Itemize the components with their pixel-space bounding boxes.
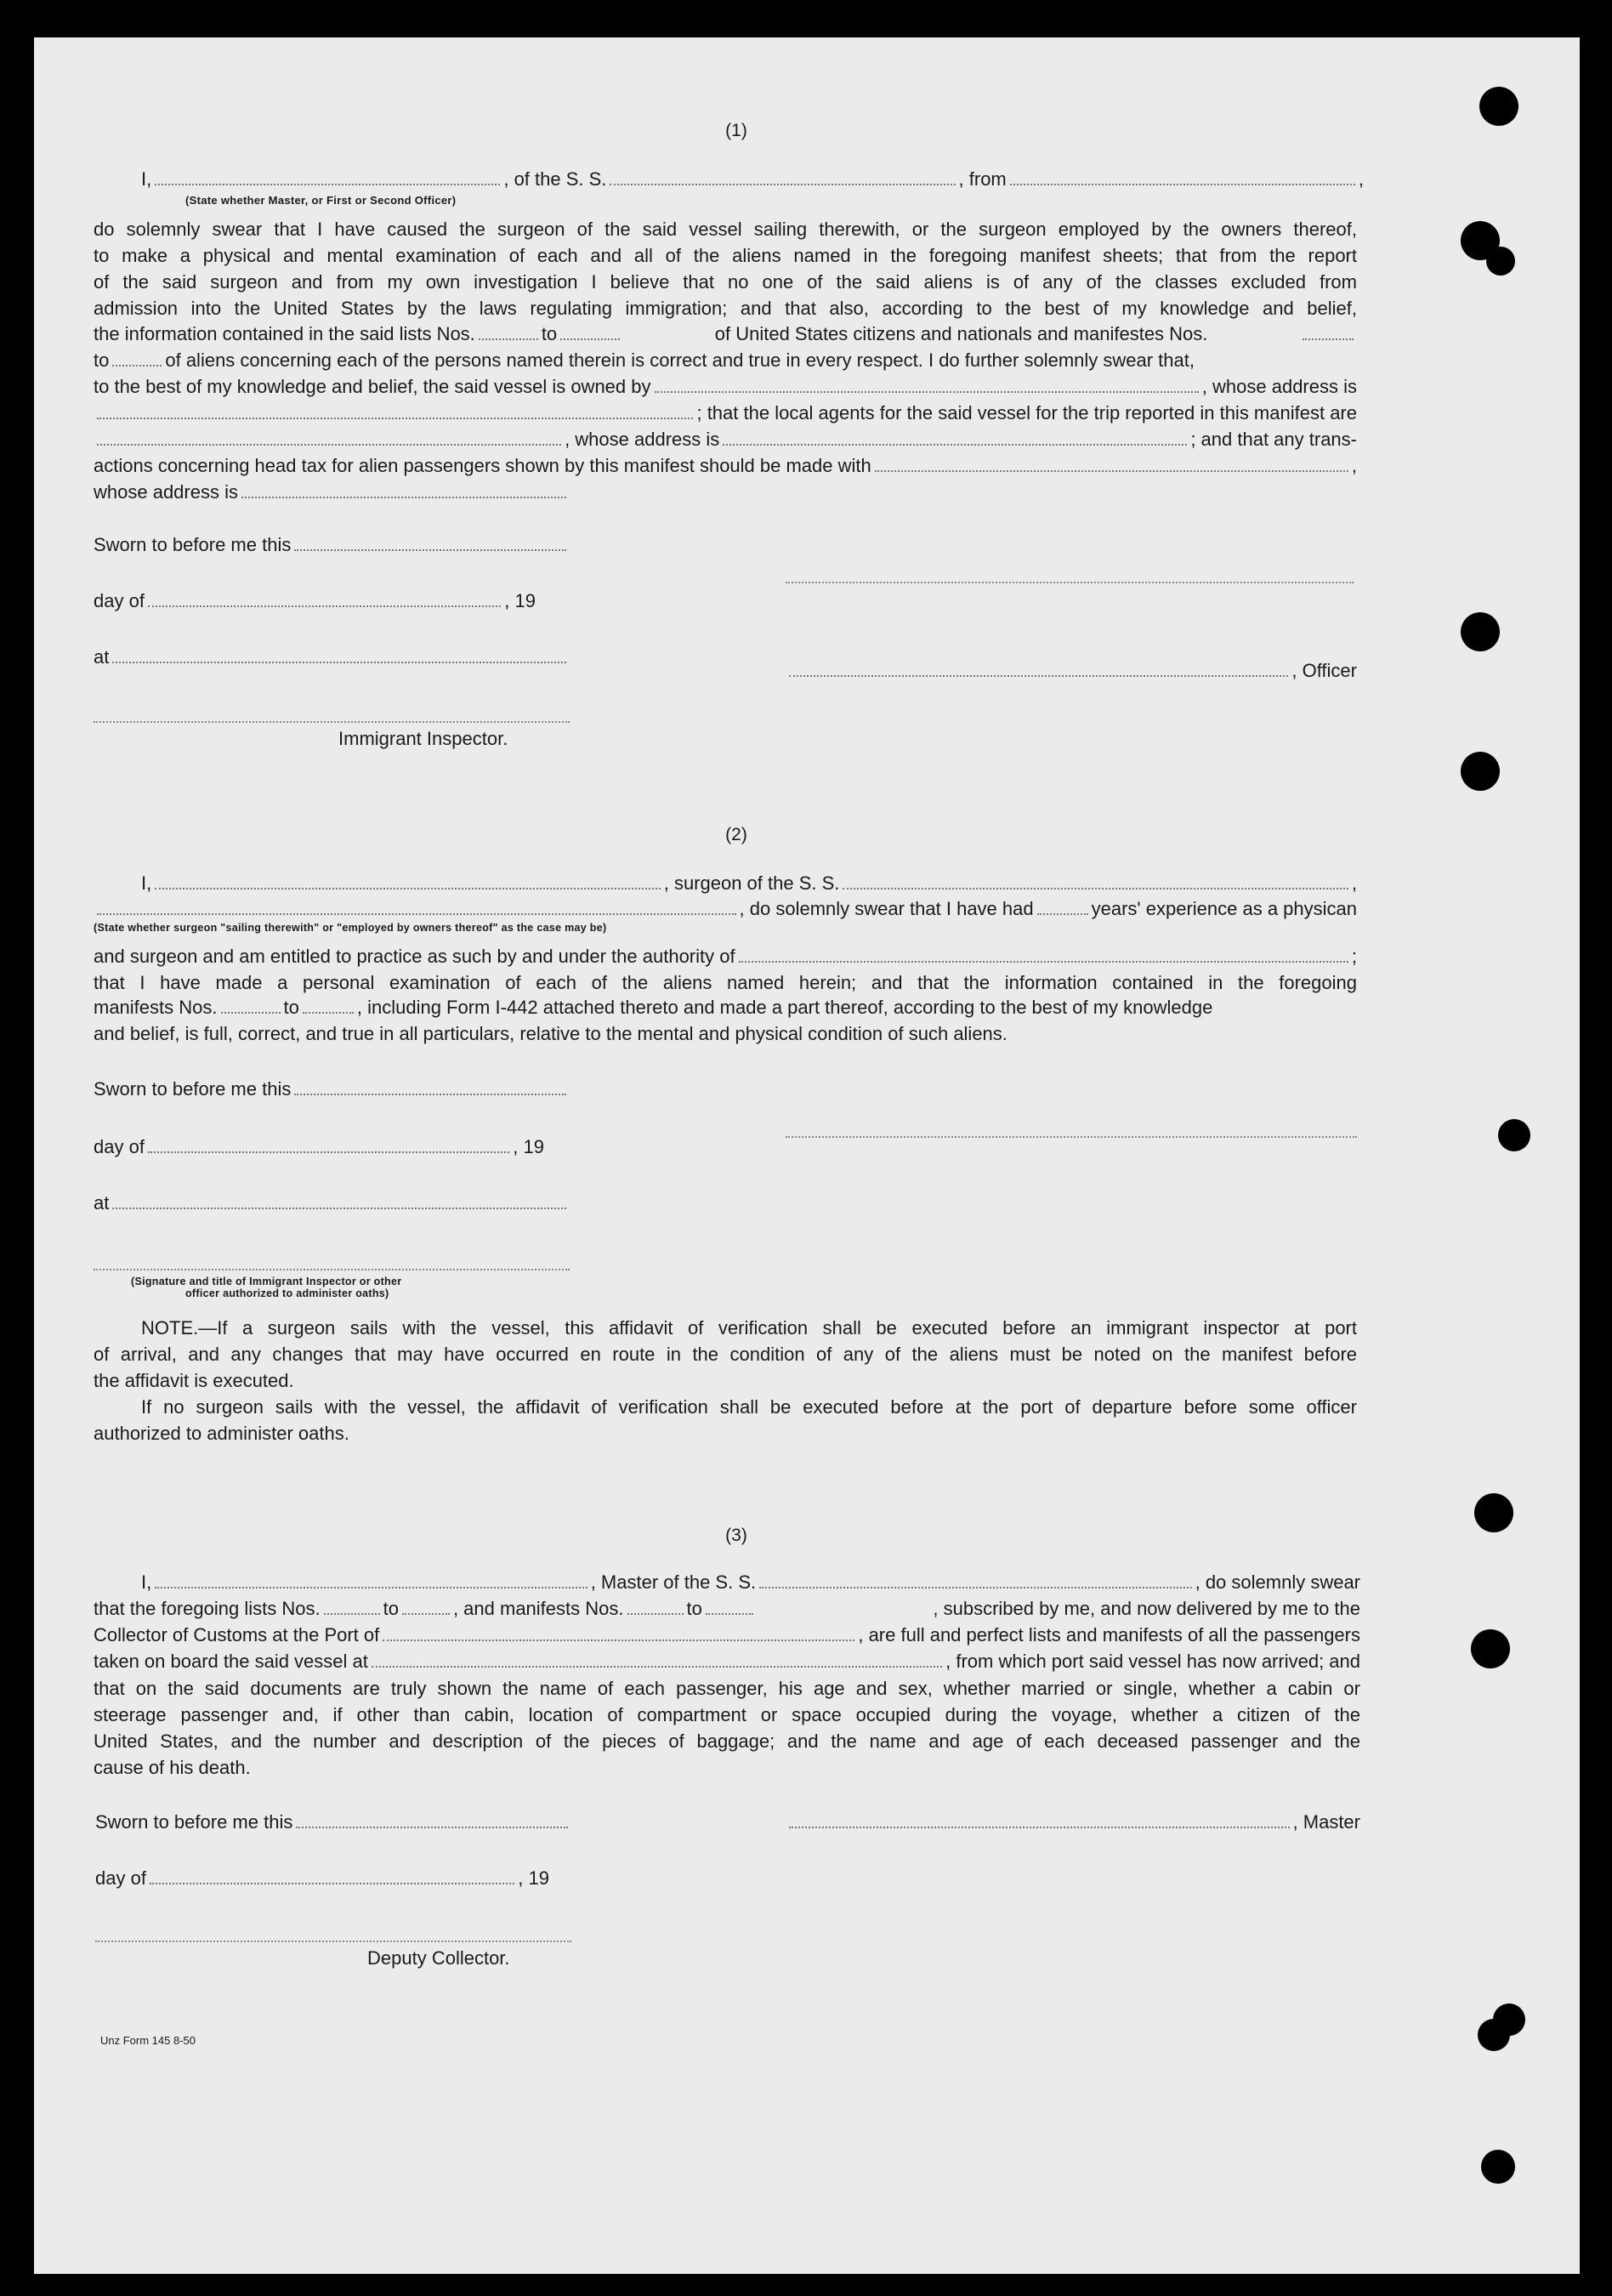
s1-paragraph (94, 216, 1357, 321)
s2-at-field[interactable] (112, 1208, 566, 1209)
punch-hole (1461, 612, 1500, 651)
s3-lists-from-field[interactable] (324, 1613, 380, 1615)
s1-line-master: I, , of the S. S. , from , (141, 167, 1364, 192)
s2-note (94, 1315, 1357, 1446)
s1-line-address: whose address is (94, 480, 570, 505)
s3-manifests-to-field[interactable] (706, 1613, 753, 1615)
s1-manifests-from-field[interactable] (1303, 338, 1354, 340)
s1-para-line: do solemnly swear that I have caused the surgeon of the said vessel sailing therewith, or the surgeon employed by the owners thereof, (94, 219, 1357, 240)
s2-day-field[interactable] (148, 1151, 509, 1153)
s1-officer-field[interactable] (155, 184, 500, 185)
s2-exam-line: that I have made a personal examination of each of the aliens named herein; and that the information contained in the foregoing (94, 972, 1357, 993)
form-page (34, 37, 1580, 2274)
s3-manifests-from-field[interactable] (627, 1613, 684, 1615)
punch-hole (1474, 1493, 1513, 1532)
section-3-heading: (3) (725, 1526, 747, 1545)
punch-hole (1486, 247, 1515, 276)
s3-line-board: taken on board the said vessel at , from which port said vessel has now arrived; and (94, 1651, 1360, 1672)
punch-hole (1481, 2150, 1515, 2184)
note2-line: authorized to administer oaths. (94, 1423, 349, 1444)
s3-day-line: day of , 19 (95, 1867, 549, 1889)
s2-line-swear: , do solemnly swear that I have had years' experience as a physican (94, 896, 1357, 922)
s3-body-line: steerage passenger and, if other than cabin, location of compartment or space occupied during the voyage, whether a citizen of the (94, 1704, 1360, 1725)
s1-day-line: day of , 19 (94, 590, 536, 611)
s2-capacity-field[interactable] (97, 913, 736, 915)
s1-signature-line[interactable] (786, 582, 1354, 583)
section-2-heading: (2) (725, 825, 747, 844)
s2-years-field[interactable] (1037, 913, 1088, 915)
s1-lists-to-field[interactable] (560, 338, 620, 340)
note2-line: If no surgeon sails with the vessel, the affidavit of verification shall be executed before at the port of departure before some officer (141, 1396, 1357, 1418)
s3-master-sign-field[interactable] (789, 1827, 1290, 1828)
s3-master-line: , Master (786, 1810, 1360, 1835)
s3-sworn-line: Sworn to before me this (95, 1810, 571, 1835)
s1-para-line: of the said surgeon and from my own investigation I believe that no one of the said aliens is of any of the classes excluded from (94, 271, 1357, 293)
s1-line-whose: , whose address is ; and that any trans- (94, 427, 1357, 452)
s3-deputy-sign-line[interactable] (95, 1941, 571, 1942)
s1-officer-caption: (State whether Master, or First or Second Officer) (185, 194, 457, 207)
s2-name-field[interactable] (155, 888, 660, 889)
s3-board-port-field[interactable] (372, 1666, 942, 1668)
s1-day-field[interactable] (148, 605, 501, 607)
punch-hole (1479, 87, 1518, 126)
s3-body-line: cause of his death. (94, 1757, 251, 1778)
form-number: Unz Form 145 8-50 (100, 2034, 196, 2047)
s1-inspector-label: Immigrant Inspector. (338, 728, 508, 749)
s1-inspector-sign-line[interactable] (94, 721, 570, 723)
s1-headtax-address-field[interactable] (241, 497, 566, 498)
s3-body (94, 1675, 1360, 1781)
s3-deputy-label: Deputy Collector. (367, 1947, 510, 1969)
s3-port-field[interactable] (383, 1640, 854, 1641)
section-1-heading: (1) (725, 121, 747, 140)
s2-signature-line[interactable] (786, 1136, 1357, 1138)
s1-of-ss-label: , of the S. S. (503, 168, 607, 190)
punch-hole (1471, 1629, 1510, 1668)
s1-sworn-field[interactable] (294, 549, 566, 551)
note-line: of arrival, and any changes that may have occurred en route in the condition of any of the aliens must be noted on the manifest before (94, 1344, 1357, 1365)
s3-body-line: United States, and the number and description of the pieces of baggage; and the name and age of each deceased passenger and the (94, 1731, 1360, 1752)
s1-agents-address-field[interactable] (723, 444, 1187, 446)
s1-lists-from-field[interactable] (479, 338, 538, 340)
s2-sig-caption-2: officer authorized to administer oaths) (185, 1287, 389, 1299)
s1-manifests-to-field[interactable] (112, 365, 162, 367)
s1-line-to: to of aliens concerning each of the persons named therein is correct and true in every respect. I do further solemnly swear that, (94, 350, 1195, 371)
s3-line-master: I, , Master of the S. S. , do solemnly swear (141, 1571, 1361, 1593)
s2-line-manifests: manifests Nos. to , including Form I-442 attached thereto and made a part thereof, according to the best of my knowledge (94, 997, 1213, 1018)
s2-vessel-field[interactable] (843, 888, 1348, 889)
s3-sworn-field[interactable] (296, 1827, 568, 1828)
s1-agents-field[interactable] (97, 444, 561, 446)
punch-hole (1498, 1119, 1530, 1151)
s2-sworn-line: Sworn to before me this (94, 1077, 570, 1102)
s3-name-field[interactable] (155, 1587, 587, 1588)
s1-owner-field[interactable] (655, 391, 1199, 393)
s3-body-line: that on the said documents are truly shown the name of each passenger, his age and sex, whether married or single, whether a cabin or (94, 1678, 1360, 1699)
s3-day-field[interactable] (150, 1883, 514, 1884)
s1-from-field[interactable] (1010, 184, 1355, 185)
s3-line-lists: that the foregoing lists Nos. to , and manifests Nos. to , subscribed by me, and now delivered by me to the (94, 1598, 1360, 1619)
s1-headtax-field[interactable] (875, 470, 1348, 472)
note-line: NOTE.—If a surgeon sails with the vessel, this affidavit of verification shall be executed before an immigrant inspector at port (141, 1317, 1357, 1338)
punch-hole (1478, 2019, 1510, 2051)
s2-manifest-to-field[interactable] (303, 1012, 354, 1014)
s1-sworn-line: Sworn to before me this (94, 532, 570, 558)
s2-capacity-caption: (State whether surgeon "sailing therewith" or "employed by owners thereof" as the case may be) (94, 922, 607, 934)
s1-line-owned: to the best of my knowledge and belief, the said vessel is owned by , whose address is (94, 376, 1357, 397)
s2-sworn-field[interactable] (294, 1094, 566, 1095)
s2-at-line: at (94, 1191, 570, 1216)
s1-owner-address-field[interactable] (97, 418, 693, 419)
punch-hole (1461, 752, 1500, 791)
s1-para-line: to make a physical and mental examination of each and all of the aliens named in the foregoing manifest sheets; that from the report (94, 245, 1357, 266)
s1-line-nos: the information contained in the said lists Nos. to of United States citizens and nationals and manifestes Nos. (94, 321, 1357, 347)
s2-sig-caption-1: (Signature and title of Immigrant Inspector or other (131, 1276, 402, 1287)
note-line: the affidavit is executed. (94, 1370, 294, 1391)
s1-at-field[interactable] (112, 662, 566, 663)
s1-para-line: admission into the United States by the laws regulating immigration; and that also, according to the best of my knowledge and belief, (94, 298, 1357, 319)
s1-line-agents: ; that the local agents for the said vessel for the trip reported in this manifest are (94, 401, 1357, 426)
s1-officer-sign-field[interactable] (789, 675, 1288, 677)
s1-officer-line: , Officer (786, 658, 1357, 684)
s1-i-label: I, (141, 168, 152, 190)
s2-line-surgeon: I, , surgeon of the S. S. , (141, 872, 1358, 894)
s1-vessel-field[interactable] (610, 184, 955, 185)
s2-day-line: day of , 19 (94, 1136, 544, 1157)
s2-authority-field[interactable] (739, 961, 1348, 963)
s2-belief-line: and belief, is full, correct, and true in all particulars, relative to the mental and physical condition of such aliens. (94, 1023, 1008, 1044)
s3-line-port: Collector of Customs at the Port of , are full and perfect lists and manifests of all the passengers (94, 1624, 1360, 1645)
s1-line-actions: actions concerning head tax for alien passengers shown by this manifest should be made with , (94, 455, 1357, 476)
s2-inspector-sign-line[interactable] (94, 1269, 570, 1270)
s1-at-line: at (94, 645, 570, 670)
s2-line-authority: and surgeon and am entitled to practice as such by and under the authority of ; (94, 946, 1357, 967)
s2-manifest-from-field[interactable] (221, 1012, 281, 1014)
s1-from-label: , from (958, 168, 1007, 190)
s3-lists-to-field[interactable] (402, 1613, 450, 1615)
s3-vessel-field[interactable] (759, 1587, 1191, 1588)
